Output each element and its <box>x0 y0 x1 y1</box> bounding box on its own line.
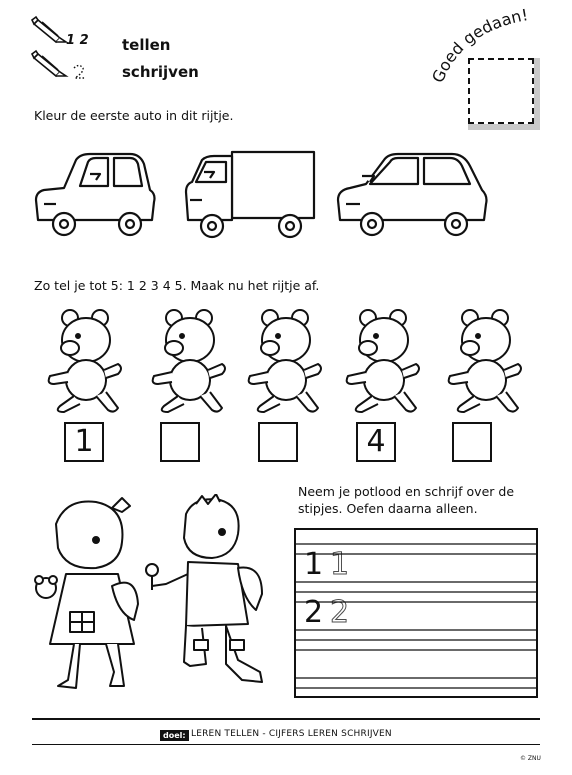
praise-stamp-box <box>468 58 540 130</box>
teddy-bear-icon <box>342 306 422 414</box>
dotted-digit-icon <box>70 62 88 80</box>
teddy-bear-icon <box>44 306 124 414</box>
trace-digit-2[interactable]: 2 <box>330 595 350 630</box>
count-box-3[interactable] <box>258 422 298 462</box>
count-instruction: Zo tel je tot 5: 1 2 3 4 5. Maak nu het rijtje af. <box>34 278 320 293</box>
teddy-bear-icon <box>444 306 524 414</box>
goal-text: LEREN TELLEN - CIJFERS LEREN SCHRIJVEN <box>191 729 392 739</box>
footer-rule-thin <box>32 744 540 745</box>
trace-digit-1[interactable]: 1 <box>330 547 350 582</box>
car-icon[interactable] <box>332 150 492 242</box>
praise-stamp-inner <box>468 58 534 124</box>
writing-panel[interactable] <box>294 528 538 698</box>
truck-icon[interactable] <box>180 148 320 244</box>
write-instruction-line2: stipjes. Oefen daarna alleen. <box>298 501 478 516</box>
write-instruction-line1: Neem je potlood en schrijf over de <box>298 484 515 499</box>
pencil-icon <box>30 48 70 78</box>
count-box-2[interactable] <box>160 422 200 462</box>
mode-count-text: tellen <box>122 36 171 54</box>
children-illustration <box>26 494 276 704</box>
svg-text:Goed gedaan!: Goed gedaan! <box>428 6 530 86</box>
mode-write-text: schrijven <box>122 63 199 81</box>
count-box-1[interactable]: 1 <box>64 422 104 462</box>
count-box-5[interactable] <box>452 422 492 462</box>
car-icon[interactable] <box>30 150 160 242</box>
count-digits-label: 1 2 <box>66 33 89 48</box>
header <box>0 0 572 100</box>
car-instruction: Kleur de eerste auto in dit rijtje. <box>34 108 234 123</box>
goal-tag: doel: <box>160 730 189 741</box>
teddy-bear-icon <box>244 306 324 414</box>
copyright: © ZNU <box>520 755 541 762</box>
teddy-bear-icon <box>148 306 228 414</box>
footer-rule <box>32 718 540 720</box>
pencil-icon <box>30 14 70 44</box>
model-digit-2: 2 <box>304 595 324 630</box>
count-box-4[interactable]: 4 <box>356 422 396 462</box>
model-digit-1: 1 <box>304 547 324 582</box>
